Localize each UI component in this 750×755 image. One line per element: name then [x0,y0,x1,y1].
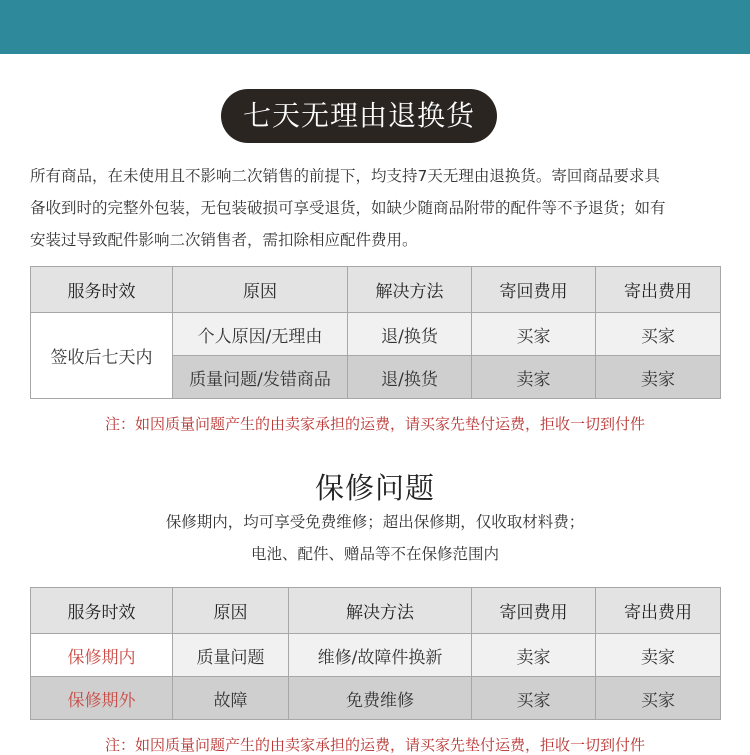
warranty-line: 电池、配件、赠品等不在保修范围内 [250,545,499,563]
return-policy-intro [30,160,725,256]
period-cell: 签收后七天内 [31,313,173,399]
period-cell: 保修期内 [31,634,173,677]
warranty-line: 保修期内，均可享受免费维修；超出保修期，仅收取材料费； [165,513,585,531]
header-method: 解决方法 [289,588,472,634]
header-method: 解决方法 [348,267,472,313]
reason-cell: 质量问题 [173,634,289,677]
reason-cell: 个人原因/无理由 [173,313,348,356]
warranty-table [30,587,721,720]
header-period: 服务时效 [31,588,173,634]
return-policy-table [30,266,721,399]
reason-cell: 质量问题/发错商品 [173,356,348,399]
top-banner [0,0,750,54]
reason-cell: 故障 [173,677,289,720]
header-return-fee: 寄回费用 [472,588,596,634]
header-reason: 原因 [173,588,289,634]
intro-line: 所有商品，在未使用且不影响二次销售的前提下，均支持7天无理由退换货。寄回商品要求具 [30,167,660,185]
send-fee-cell: 卖家 [596,356,721,399]
intro-line: 备收到时的完整外包装，无包装破损可享受退货，如缺少随商品附带的配件等不予退货；如有 [30,199,666,217]
return-fee-cell: 卖家 [472,356,596,399]
method-cell: 退/换货 [348,313,472,356]
shipping-note: 注：如因质量问题产生的由卖家承担的运费，请买家先垫付运费，拒收一切到付件 [104,415,645,433]
header-send-fee: 寄出费用 [596,267,721,313]
warranty-title: 保修问题 [314,471,435,505]
method-cell: 维修/故障件换新 [289,634,472,677]
return-fee-cell: 卖家 [472,634,596,677]
header-return-fee: 寄回费用 [472,267,596,313]
header-reason: 原因 [173,267,348,313]
return-fee-cell: 买家 [472,313,596,356]
shipping-note: 注：如因质量问题产生的由卖家承担的运费，请买家先垫付运费，拒收一切到付件 [104,736,645,754]
send-fee-cell: 买家 [596,677,721,720]
send-fee-cell: 买家 [596,313,721,356]
table-header-row [31,267,721,313]
header-send-fee: 寄出费用 [596,588,721,634]
send-fee-cell: 卖家 [596,634,721,677]
table-row [31,313,721,356]
method-cell: 退/换货 [348,356,472,399]
table-row [31,634,721,677]
period-cell: 保修期外 [31,677,173,720]
return-policy-title: 七天无理由退换货 [221,89,497,143]
intro-line: 安装过导致配件影响二次销售者，需扣除相应配件费用。 [30,231,418,249]
return-fee-cell: 买家 [472,677,596,720]
table-header-row [31,588,721,634]
method-cell: 免费维修 [289,677,472,720]
header-period: 服务时效 [31,267,173,313]
table-row [31,677,721,720]
